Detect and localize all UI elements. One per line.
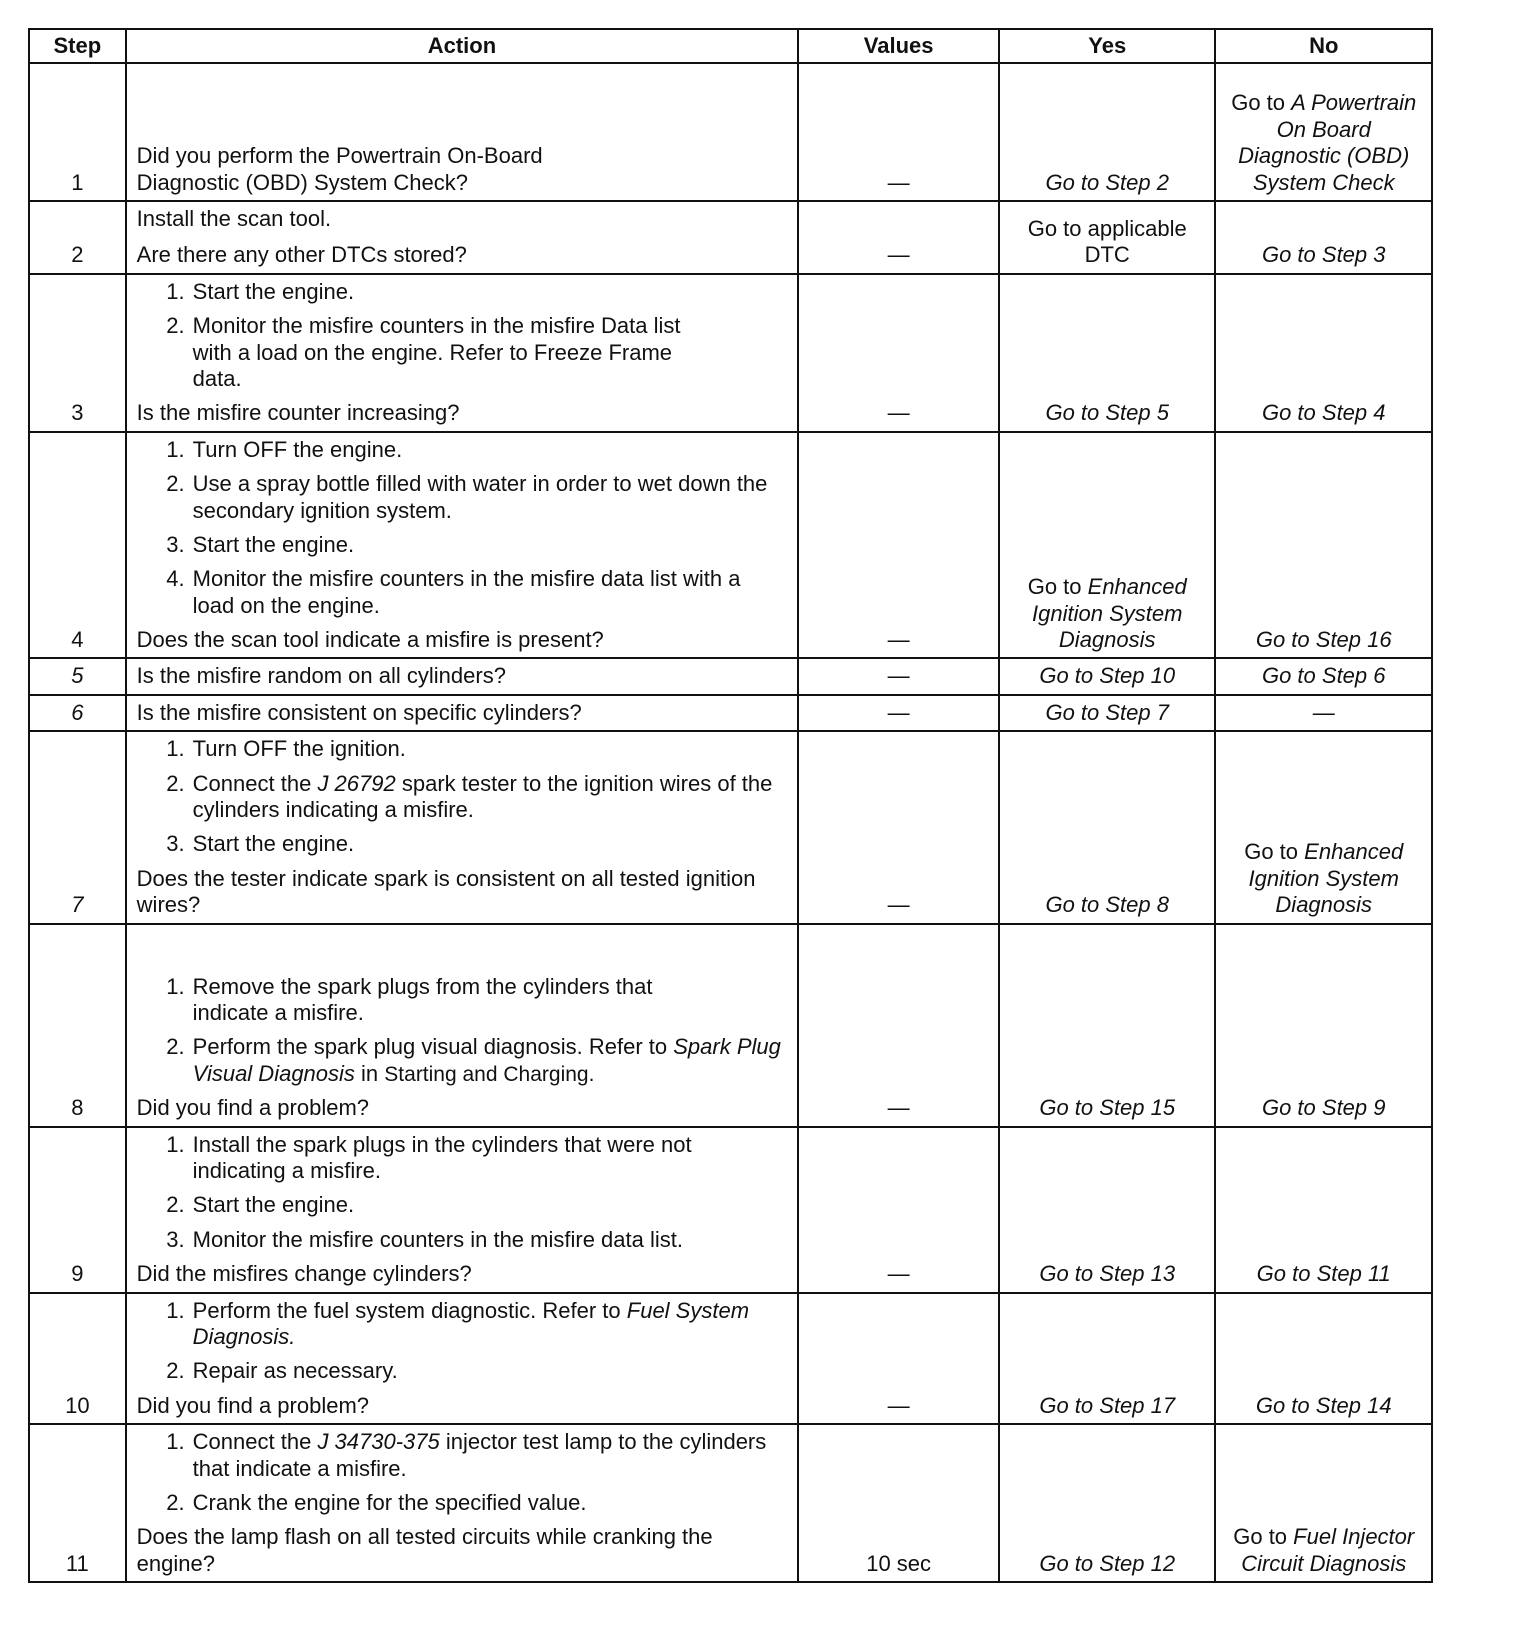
no-link[interactable]: Go to Step 9 <box>1261 1095 1386 1121</box>
value-cell: — <box>798 1127 999 1293</box>
step-number: 8 <box>29 924 126 1127</box>
action-cell <box>126 695 799 731</box>
no-link[interactable]: Go to Step 6 <box>1261 663 1386 689</box>
no-prefix: Go to <box>1233 1524 1288 1550</box>
list-item: 2. Crank the engine for the specified value. <box>191 1490 788 1516</box>
yes-cell <box>999 731 1215 923</box>
action-cell <box>126 1424 799 1582</box>
step-number: 3 <box>29 274 126 432</box>
section-ref: Starting and Charging. <box>384 1062 595 1086</box>
action-cell <box>126 658 799 694</box>
no-link[interactable]: Go to Step 14 <box>1255 1392 1392 1418</box>
step-number: 11 <box>29 1424 126 1582</box>
doc-ref: Spark Plug Visual Diagnosis <box>192 1034 781 1086</box>
action-question: Does the scan tool indicate a misfire is present? <box>136 627 604 653</box>
yes-link[interactable]: Go to Step 12 <box>1039 1550 1176 1576</box>
list-item: 1. Turn OFF the ignition. <box>191 736 788 762</box>
action-question: Did you find a problem? <box>136 1095 370 1121</box>
yes-link[interactable]: Go to Step 5 <box>1045 400 1169 426</box>
no-prefix: Go to <box>1231 90 1286 116</box>
list-text: Perform the fuel system diagnostic. Refer to <box>192 1297 621 1323</box>
yes-cell <box>999 274 1215 432</box>
yes-cell <box>999 1293 1215 1425</box>
step-number: 9 <box>29 1127 126 1293</box>
yes-link[interactable]: Go to Step 10 <box>1039 663 1176 689</box>
value-cell: — <box>798 274 999 432</box>
list-item: 1. Turn OFF the engine. <box>191 437 788 463</box>
action-cell <box>126 432 799 659</box>
header-action: Action <box>126 29 799 63</box>
no-link[interactable]: Go to Step 3 <box>1261 242 1386 268</box>
yes-link[interactable]: Go to applicable DTC <box>1027 216 1187 268</box>
yes-cell <box>999 924 1215 1127</box>
action-cell <box>126 201 799 274</box>
step-number: 1 <box>29 63 126 201</box>
list-item: 4. Monitor the misfire counters in the misfire data list with a load on the engine. <box>191 566 788 619</box>
no-link[interactable]: A Powertrain On Board Diagnostic (OBD) System Check <box>1238 90 1417 195</box>
action-question: Are there any other DTCs stored? <box>136 242 467 268</box>
no-cell <box>1215 731 1432 923</box>
yes-link[interactable]: Go to Step 15 <box>1039 1095 1176 1121</box>
value-cell: — <box>798 63 999 201</box>
table-row <box>29 1424 1432 1582</box>
list-text: Perform the spark plug visual diagnosis. Refer to <box>192 1034 668 1060</box>
value-cell: — <box>798 658 999 694</box>
action-list <box>137 437 788 619</box>
list-item: 2. Use a spray bottle filled with water in order to wet down the secondary ignition system. <box>191 471 788 524</box>
yes-link[interactable]: Go to Step 2 <box>1045 169 1169 195</box>
step-number: 7 <box>29 731 126 923</box>
step-number: 2 <box>29 201 126 274</box>
action-list <box>137 1132 788 1254</box>
no-cell <box>1215 201 1432 274</box>
no-cell <box>1215 1424 1432 1582</box>
step-number: 5 <box>29 658 126 694</box>
action-pre: Install the scan tool. <box>136 206 332 231</box>
list-text: injector test lamp to the cylinders that indicate a misfire. <box>192 1429 767 1481</box>
header-yes: Yes <box>999 29 1215 63</box>
yes-cell <box>999 1424 1215 1582</box>
table-row <box>29 658 1432 694</box>
tool-ref: J 34730-375 <box>317 1429 440 1455</box>
no-cell <box>1215 63 1432 201</box>
list-text: in <box>361 1060 379 1086</box>
list-item: 3. Start the engine. <box>191 831 788 857</box>
action-list <box>137 736 788 858</box>
value-cell: — <box>798 924 999 1127</box>
no-link[interactable]: Go to Step 11 <box>1256 1261 1391 1287</box>
table-row <box>29 695 1432 731</box>
header-values: Values <box>798 29 999 63</box>
yes-link[interactable]: Go to Step 7 <box>1045 699 1169 725</box>
list-item: 3. Monitor the misfire counters in the misfire data list. <box>191 1227 788 1253</box>
list-item: 1. Start the engine. <box>191 279 788 305</box>
yes-link[interactable]: Go to Step 17 <box>1039 1392 1176 1418</box>
value-cell: 10 sec <box>798 1424 999 1582</box>
yes-cell <box>999 658 1215 694</box>
table-row <box>29 1127 1432 1293</box>
action-question: Does the tester indicate spark is consistent on all tested ignition wires? <box>136 865 756 918</box>
value-cell: — <box>798 432 999 659</box>
table-row <box>29 63 1432 201</box>
list-item <box>191 1429 788 1482</box>
action-cell <box>126 63 799 201</box>
step-number: 4 <box>29 432 126 659</box>
no-link[interactable]: Enhanced Ignition System Diagnosis <box>1248 839 1404 918</box>
action-question: Is the misfire random on all cylinders? <box>136 663 506 689</box>
action-cell <box>126 274 799 432</box>
action-cell <box>126 924 799 1127</box>
header-row <box>29 29 1432 63</box>
no-cell <box>1215 1127 1432 1293</box>
value-cell: — <box>798 201 999 274</box>
yes-cell <box>999 432 1215 659</box>
table-row <box>29 924 1432 1127</box>
action-list <box>137 1429 788 1516</box>
list-item: 2. Start the engine. <box>191 1192 788 1218</box>
table-row <box>29 1293 1432 1425</box>
list-item <box>191 771 788 824</box>
action-cell <box>126 1293 799 1425</box>
action-question: Did you find a problem? <box>136 1392 370 1418</box>
header-no: No <box>1215 29 1432 63</box>
list-item <box>191 1298 788 1351</box>
tool-ref: J 26792 <box>317 770 396 796</box>
action-question: Is the misfire counter increasing? <box>136 400 460 426</box>
table-row <box>29 731 1432 923</box>
value-cell: — <box>798 1293 999 1425</box>
yes-cell <box>999 63 1215 201</box>
action-cell <box>126 1127 799 1293</box>
yes-cell <box>999 201 1215 274</box>
no-cell <box>1215 658 1432 694</box>
header-step: Step <box>29 29 126 63</box>
doc-ref: Fuel System Diagnosis. <box>192 1297 750 1349</box>
step-number: 10 <box>29 1293 126 1425</box>
list-text: Connect the <box>192 770 312 796</box>
no-cell <box>1215 1293 1432 1425</box>
action-list <box>137 974 788 1088</box>
action-question: Did you perform the Powertrain On-Board Diagnostic (OBD) System Check? <box>136 143 543 195</box>
no-link[interactable]: Fuel Injector Circuit Diagnosis <box>1241 1524 1415 1576</box>
action-question: Does the lamp flash on all tested circuits while cranking the engine? <box>136 1524 713 1576</box>
table-row <box>29 274 1432 432</box>
list-item: 2. Monitor the misfire counters in the misfire Data list with a load on the engine. Refer to Freeze Frame data. <box>191 313 723 392</box>
no-link[interactable]: Go to Step 16 <box>1255 627 1392 653</box>
action-list <box>137 1298 788 1385</box>
list-text: spark tester to the ignition wires of the cylinders indicating a misfire. <box>192 770 773 823</box>
table-row <box>29 432 1432 659</box>
table-row <box>29 201 1432 274</box>
yes-link[interactable]: Enhanced Ignition System Diagnosis <box>1032 574 1187 653</box>
yes-cell <box>999 695 1215 731</box>
yes-cell <box>999 1127 1215 1293</box>
list-item: 2. Repair as necessary. <box>191 1358 788 1384</box>
no-prefix: Go to <box>1244 839 1299 865</box>
list-item: 1. Install the spark plugs in the cylinders that were not indicating a misfire. <box>191 1132 788 1185</box>
value-cell: — <box>798 695 999 731</box>
yes-link[interactable]: Go to Step 8 <box>1045 892 1169 918</box>
yes-link[interactable]: Go to Step 13 <box>1039 1261 1176 1287</box>
action-list <box>137 279 788 393</box>
no-cell <box>1215 432 1432 659</box>
action-question: Is the misfire consistent on specific cylinders? <box>136 699 582 725</box>
list-item: 3. Start the engine. <box>191 532 788 558</box>
yes-prefix: Go to <box>1027 574 1082 600</box>
no-cell: — <box>1215 695 1432 731</box>
diagnostic-table <box>28 28 1433 1583</box>
no-cell <box>1215 924 1432 1127</box>
value-cell: — <box>798 731 999 923</box>
list-item <box>191 1034 788 1087</box>
step-number: 6 <box>29 695 126 731</box>
no-link[interactable]: Go to Step 4 <box>1261 400 1386 426</box>
action-cell <box>126 731 799 923</box>
action-question: Did the misfires change cylinders? <box>136 1261 472 1287</box>
list-text: Connect the <box>192 1429 312 1455</box>
list-item: 1. Remove the spark plugs from the cylinders that indicate a misfire. <box>191 974 683 1027</box>
no-cell <box>1215 274 1432 432</box>
